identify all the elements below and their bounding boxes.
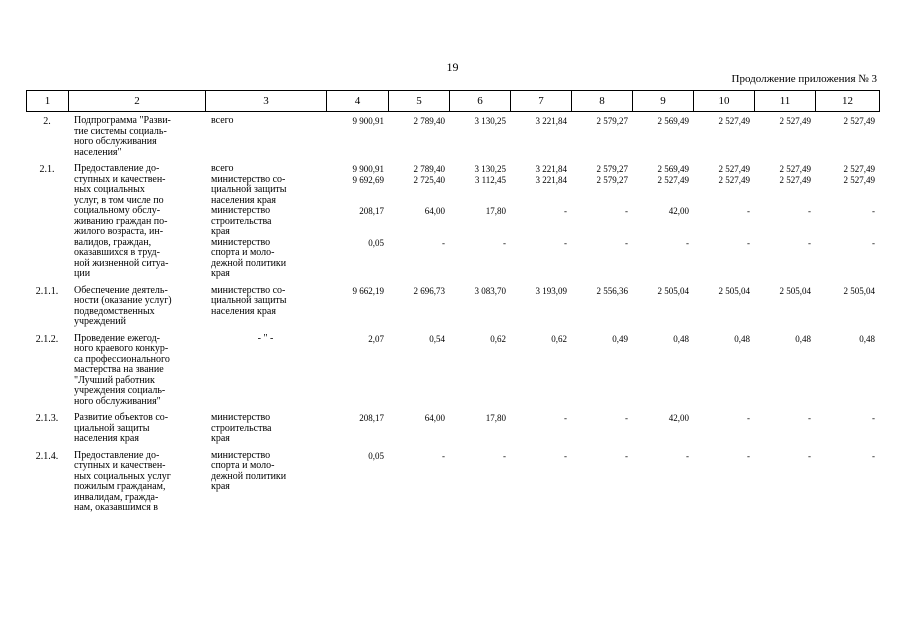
funding-value: 9 692,69 [352,174,384,185]
funding-source: всего [211,163,234,174]
funding-value: 2 789,40 [413,116,445,126]
funding-value: - [872,237,875,248]
funding-value: - [747,237,750,248]
funding-source: всего [211,115,234,126]
column-number-cell: 1 [27,91,69,112]
column-number-header [26,90,880,112]
funding-value: - [808,413,811,423]
funding-value: 42,00 [668,413,689,423]
row-name: Проведение ежегод- ного краевого конкур- са профессионального мастерства на звание "Лучший работник учреждения социаль- ного обслуживания" [74,332,170,407]
funding-source: министерство строительства края [211,205,272,237]
column-number-cell: 10 [694,91,755,112]
funding-value: - [503,237,506,248]
funding-value: - [625,413,628,423]
funding-value: 2 569,49 [657,164,689,174]
funding-value: - [564,206,567,216]
funding-value: - [747,413,750,423]
funding-value: - [564,237,567,248]
column-number-cell: 6 [450,91,511,112]
funding-value: 2 579,27 [596,116,628,126]
funding-value: 3 221,84 [535,164,567,174]
funding-value: - [686,237,689,248]
row-name: Подпрограмма "Разви- тие системы социаль- ного обслуживания населения" [74,115,171,158]
funding-value: 2 527,49 [843,116,875,126]
funding-value: 2,07 [368,333,384,344]
funding-value: 0,05 [368,237,384,248]
funding-value: 2 527,49 [779,174,811,185]
funding-source: - " - [257,332,274,344]
funding-source: министерство спорта и моло- дежной политики края [211,449,287,492]
funding-value: 0,48 [734,333,750,344]
column-number-cell: 2 [69,91,206,112]
funding-value: 2 789,40 [413,164,445,174]
funding-source: министерство строительства края [211,412,272,444]
column-number-cell: 5 [389,91,450,112]
funding-value: 9 900,91 [352,116,384,126]
funding-value: 9 900,91 [352,164,384,174]
row-code: 2.1.3. [35,413,59,424]
funding-value: 2 505,04 [843,285,875,296]
funding-value: 3 193,09 [535,285,567,296]
funding-value: 0,62 [551,333,567,344]
table-row [26,413,879,445]
funding-value: - [564,413,567,423]
column-number-cell: 3 [206,91,327,112]
funding-value: 0,48 [673,333,689,344]
funding-value: 2 569,49 [657,116,689,126]
funding-value: 3 130,25 [474,116,506,126]
row-code: 2.1.2. [35,333,59,345]
row-name: Предоставление до- ступных и качествен- ных социальных услуг, в том числе по социальному обслу- живанию граждан по- жилого возраста, ин- валидов, граждан, оказавшихся в труд- ной жизненной ситуа- ции [74,163,169,279]
funding-value: 2 527,49 [843,164,875,174]
row-code: 2. [43,116,51,127]
funding-value: - [686,450,689,461]
table-row [26,334,879,408]
table-row [26,451,879,514]
funding-source: министерство спорта и моло- дежной политики края [211,236,287,279]
funding-value: - [503,450,506,461]
row-name: Развитие объектов со- циальной защиты населения края [74,412,169,444]
funding-value: 0,54 [429,333,445,344]
funding-value: 2 579,27 [596,164,628,174]
funding-value: 2 527,49 [718,174,750,185]
column-number-cell: 12 [816,91,880,112]
funding-value: 2 505,04 [779,285,811,296]
column-number-cell: 8 [572,91,633,112]
funding-value: 2 696,73 [413,285,445,296]
table-row [26,116,879,158]
funding-value: 0,49 [612,333,628,344]
funding-value: 2 527,49 [843,174,875,185]
funding-value: 2 527,49 [718,164,750,174]
funding-value: - [872,413,875,423]
column-number-cell: 9 [633,91,694,112]
funding-value: 0,48 [859,333,875,344]
funding-value: 2 556,36 [596,285,628,296]
funding-value: - [747,450,750,461]
funding-value: 3 221,84 [535,116,567,126]
funding-value: 2 725,40 [413,174,445,185]
funding-value: 3 083,70 [474,285,506,296]
funding-value: 42,00 [668,206,689,216]
funding-value: - [872,206,875,216]
funding-value: - [625,450,628,461]
funding-value: 2 527,49 [779,164,811,174]
funding-value: - [808,450,811,461]
funding-value: 3 112,45 [474,174,506,185]
funding-value: 2 505,04 [657,285,689,296]
column-number-cell: 7 [511,91,572,112]
appendix-continuation-label: Продолжение приложения № 3 [731,73,877,85]
funding-value: 0,05 [368,450,384,461]
funding-value: - [808,206,811,216]
funding-value: 0,48 [795,333,811,344]
column-number-cell: 11 [755,91,816,112]
funding-value: - [442,237,445,248]
funding-value: 64,00 [424,413,445,423]
funding-value: 0,62 [490,333,506,344]
funding-value: 3 130,25 [474,164,506,174]
row-code: 2.1.1. [35,285,59,297]
funding-value: 17,80 [485,206,506,216]
row-name: Предоставление до- ступных и качествен- ных социальных услуг пожилым гражданам, инвалидам, гражда- нам, оказавшимся в [74,449,171,513]
funding-value: 208,17 [359,206,384,216]
funding-source: министерство со- циальной защиты населения края [211,173,287,206]
table-row [26,286,879,328]
funding-value: 2 527,49 [718,116,750,126]
funding-value: - [564,450,567,461]
row-code: 2.1.4. [35,450,59,462]
funding-value: 64,00 [424,206,445,216]
program-funding-table [26,116,879,520]
page-number: 19 [446,60,459,74]
row-code: 2.1. [39,164,55,175]
funding-value: 3 221,84 [535,174,567,185]
row-name: Обеспечение деятель- ности (оказание услуг) подведомственных учреждений [74,284,172,327]
funding-value: 208,17 [359,413,384,423]
funding-value: - [625,206,628,216]
funding-value: 2 527,49 [779,116,811,126]
funding-value: - [625,237,628,248]
funding-value: 9 662,19 [352,285,384,296]
funding-value: - [872,450,875,461]
row-spacer [26,514,879,520]
funding-value: - [442,450,445,461]
funding-value: 2 505,04 [718,285,750,296]
table-row [26,164,879,175]
funding-source: министерство со- циальной защиты населения края [211,284,287,317]
funding-value: 2 527,49 [657,174,689,185]
column-number-cell: 4 [327,91,389,112]
funding-value: 2 579,27 [596,174,628,185]
funding-value: - [747,206,750,216]
funding-value: - [808,237,811,248]
funding-value: 17,80 [485,413,506,423]
